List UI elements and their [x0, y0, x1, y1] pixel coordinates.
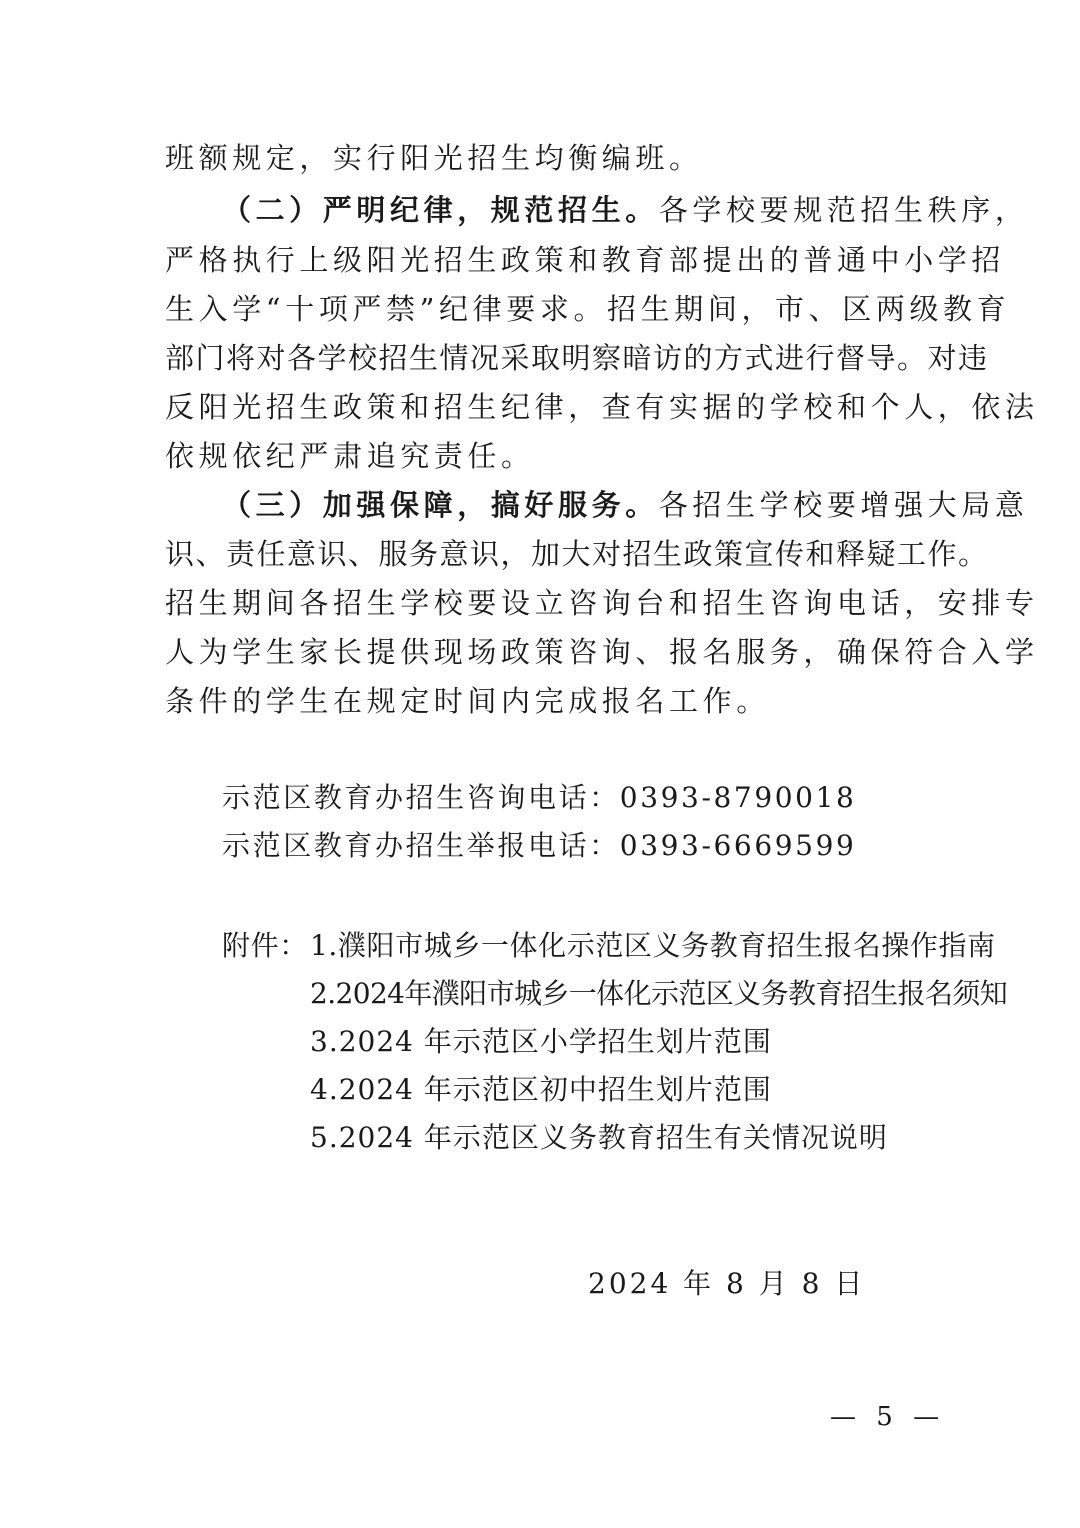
- attachments-label: 附件：: [222, 929, 308, 962]
- attachment-item: 2.2024年濮阳市城乡一体化示范区义务教育招生报名须知: [310, 977, 1008, 1010]
- attachment-item: 3.2024 年示范区小学招生划片范围: [310, 1025, 772, 1058]
- consult-phone: 示范区教育办招生咨询电话：0393-8790018: [222, 781, 857, 814]
- body-line: 部门将对各学校招生情况采取明察暗访的方式进行督导。对违: [165, 341, 989, 375]
- attachment-item: 5.2024 年示范区义务教育招生有关情况说明: [310, 1121, 888, 1154]
- body-line: 招生期间各招生学校要设立咨询台和招生咨询电话，安排专: [165, 586, 1039, 620]
- section-3-text: 各招生学校要增强大局意: [658, 488, 1029, 522]
- body-line: 生入学“十项严禁”纪律要求。招生期间，市、区两级教育: [165, 292, 1011, 326]
- section-2-first-line: [222, 190, 1029, 230]
- report-phone: 示范区教育办招生举报电话：0393-6669599: [222, 829, 857, 862]
- section-2-text: 各学校要规范招生秩序，: [658, 193, 1029, 227]
- body-line: 识、责任意识、服务意识，加大对招生政策宣传和释疑工作。: [165, 537, 989, 571]
- body-line: 反阳光招生政策和招生纪律，查有实据的学校和个人，依法: [165, 390, 1039, 424]
- attachment-item: 1.濮阳市城乡一体化示范区义务教育招生报名操作指南: [310, 929, 996, 962]
- section-3-heading: （三）加强保障，搞好服务。: [222, 488, 659, 522]
- attachment-item: 4.2024 年示范区初中招生划片范围: [310, 1073, 772, 1106]
- body-line: 班额规定，实行阳光招生均衡编班。: [165, 141, 703, 175]
- body-line: 依规依纪严肃追究责任。: [165, 439, 535, 473]
- body-line: 条件的学生在规定时间内完成报名工作。: [165, 684, 770, 718]
- body-line: 严格执行上级阳光招生政策和教育部提出的普通中小学招: [165, 243, 1006, 277]
- issue-date: 2024 年 8 月 8 日: [588, 1267, 866, 1300]
- section-2-heading: （二）严明纪律，规范招生。: [222, 193, 659, 227]
- section-3-first-line: [222, 485, 1029, 525]
- page-number: — 5 —: [830, 1402, 946, 1432]
- body-line: 人为学生家长提供现场政策咨询、报名服务，确保符合入学: [165, 635, 1039, 669]
